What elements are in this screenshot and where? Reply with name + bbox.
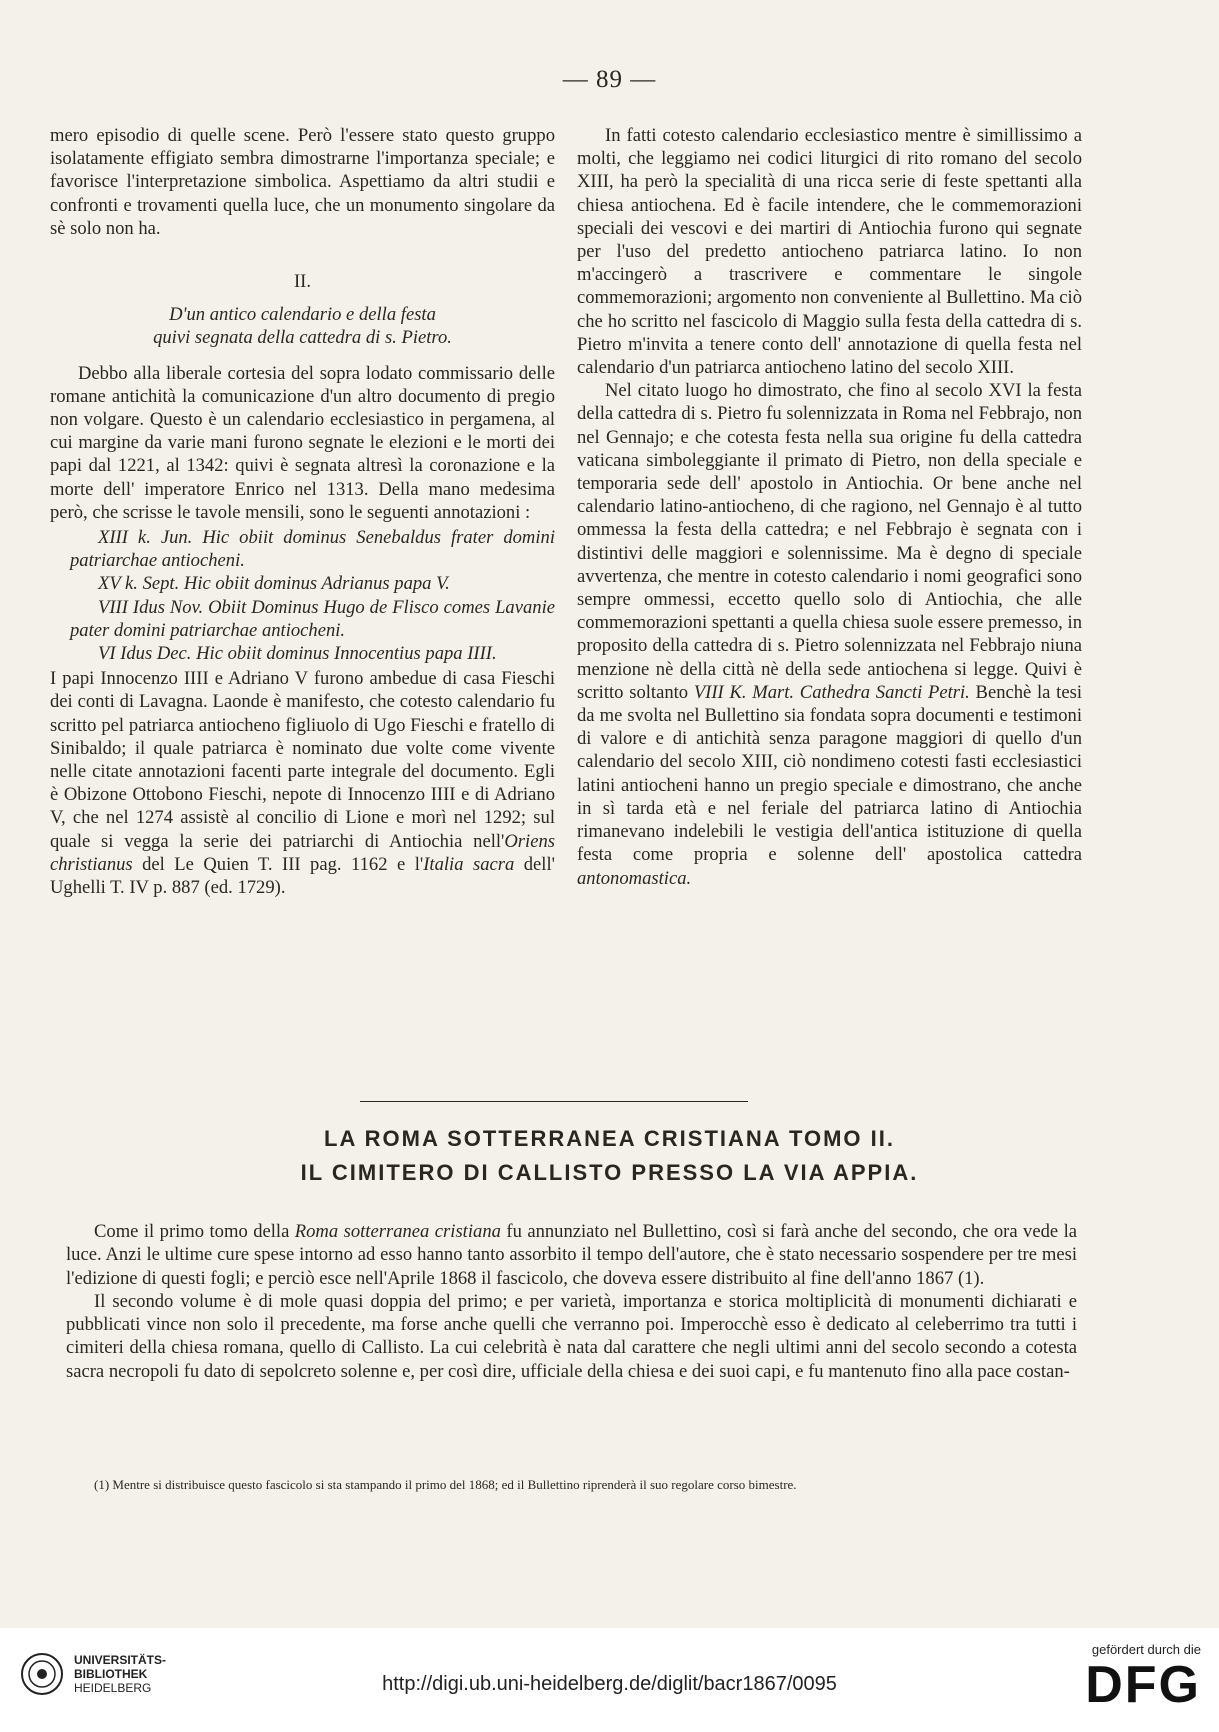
right-paragraph-2 <box>577 379 1082 889</box>
left-column <box>50 124 555 899</box>
source-url-link[interactable]: http://digi.ub.uni-heidelberg.de/diglit/bacr1867/0095 <box>382 1673 837 1695</box>
article-body <box>66 1220 1077 1383</box>
section-title-line-2: quivi segnata della cattedra di s. Pietro. <box>153 327 452 349</box>
library-name-line: HEIDELBERG <box>74 1681 152 1695</box>
text-run: Benchè la tesi da me svolta nel Bullettino sia fondata sopra documenti e testimoni di valore e di antichità senza paragone maggiori di quello d'un calendario del secolo XIII, ciò nondimeno cotesti fasti ecclesiastici latini antiocheni hanno un pregio speciale e dimostrano, che anche in sì tarda età e nel feriale del patriarca latino di Antiochia rimanevano indelebili le vestigia dell'antica istituzione di quella festa come propria e solenne dell' apostolica cattedra <box>577 681 1082 866</box>
text-run: fu annunziato nel Bullettino, così si farà anche del secondo, che ora vede la luce. Anzi le ultime cure spese intorno ad esso hanno tanto assorbito il tempo dell'autore, che è stato necessario sospendere per tre mesi l'edizione di questi fogli; e perciò esce nell'Aprile 1868 il fascicolo, che doveva essere distribuito al fine dell'anno 1867 (1). <box>66 1221 1077 1289</box>
annotation-item: XIII k. Jun. Hic obiit dominus Senebaldus frater domini patriarchae antiocheni. <box>70 527 555 572</box>
section-divider <box>360 1101 748 1102</box>
annotation-item: VIII Idus Nov. Obiit Dominus Hugo de Flisco comes Lavanie pater domini patriarchae antiocheni. <box>70 596 555 641</box>
section-title-line-1: D'un antico calendario e della festa <box>169 304 436 326</box>
text-run: I papi Innocenzo IIII e Adriano V furono ambedue di casa Fieschi dei conti di Lavagna. Laonde è manifesto, che cotesto calendario fu scritto pel patriarca antiocheno figliuolo di Ugo Fieschi e fratello di Sinibaldo; il quale patriarca è nominato due volte come vivente nelle citate annotazioni facenti parte integrale del documento. Egli è Obizone Ottobono Fieschi, nepote di Innocenzo IIII e di Adriano V, che nel 1274 assistè al concilio di Lione e morì nel 1292; sul quale si vegga la serie dei patriarchi di Antiochia nell' <box>50 668 555 852</box>
text-run: del Le Quien T. III pag. 1162 e l' <box>132 853 424 875</box>
body-paragraph-2: Il secondo volume è di mole quasi doppia del primo; e per varietà, importanza e storica moltiplicità di monumenti dichiarati e pubblicati vince non solo il precedente, ma forse anche quelli che verranno poi. Imperocchè esso è dedicato al celeberrimo tra tutti i cimiteri della chiesa romana, quello di Callisto. La cui celebrità è nata dal carattere che negli ultimi anni del secolo secondo a cotesta sacra necropoli fu dato di sepolcreto solenne e, per così dire, ufficiale della chiesa e dei suoi capi, e fu mantenuto fino alla pace costan- <box>66 1290 1077 1382</box>
italic-run: VIII K. Mart. Cathedra Sancti Petri. <box>693 681 970 703</box>
footer-bar <box>0 1628 1219 1732</box>
italic-run: antonomastica. <box>577 867 692 889</box>
annotation-item: XV k. Sept. Hic obiit dominus Adrianus papa V. <box>98 573 450 595</box>
right-column <box>577 124 1082 890</box>
section-number: II. <box>293 271 312 293</box>
library-name-line: UNIVERSITÄTS- <box>74 1653 167 1667</box>
calendar-annotations <box>50 526 555 665</box>
text-run: Come il primo tomo della <box>94 1221 295 1242</box>
italic-run: Oriens christianus <box>50 830 555 875</box>
text-run: Nel citato luogo ho dimostrato, che fino al secolo XVI la festa della cattedra di s. Pietro fu solennizzata in Roma nel Febbrajo, non nel Gennajo; e che cotesta festa nella sua origine fu della cattedra vaticana simboleggiante il primato di Pietro, non della speciale e temporaria sede dell' apostolo in Antiochia. Or bene anche nel calendario latino-antiocheno, di che ragiono, nel Gennajo è al tutto ommessa la festa della cattedra; e nel Febbrajo è segnata con i distintivi delle maggiori e solennissime. Ma è degno di speciale avvertenza, che mentre in cotesto calendario i nomi geografici sono sempre ommessi, eccetto quello solo di Antiochia, che alle commemorazioni spettanti a quella chiesa suole essere premesso, in proposito della cattedra di s. Pietro solennizzata nel Febbrajo niuna menzione nè della città nè della sede antiochena si legge. Quivi è scritto soltanto <box>577 380 1082 703</box>
library-name-line: BIBLIOTHEK <box>74 1667 148 1681</box>
footnote: (1) Mentre si distribuisce questo fascicolo si sta stampando il primo del 1868; ed il Bullettino riprenderà il suo regolare corso bimestre. <box>94 1477 797 1492</box>
italic-run: Roma sotterranea cristiana <box>294 1221 501 1242</box>
italic-run: Italia sacra <box>423 853 515 875</box>
annotation-item: VI Idus Dec. Hic obiit dominus Innocentius papa IIII. <box>98 643 497 665</box>
sponsor-label: gefördert durch die <box>1091 1642 1201 1657</box>
article-heading-line-1: LA ROMA SOTTERRANEA CRISTIANA TOMO II. <box>324 1126 895 1151</box>
sponsor-block <box>1085 1642 1201 1713</box>
article-heading-line-2: IL CIMITERO DI CALLISTO PRESSO LA VIA APPIA. <box>300 1160 919 1185</box>
left-paragraph-3 <box>50 667 555 899</box>
left-paragraph-1: mero episodio di quelle scene. Però l'essere stato questo gruppo isolatamente effigiato sembra dimostrarne l'importanza speciale; e favorisce l'interpretazione simbolica. Aspettiamo da altri studii e confronti e trovamenti quella luce, che un monumento singolare da sè solo non ha. <box>50 125 555 239</box>
dfg-logo[interactable]: DFG <box>1085 1656 1201 1714</box>
page-number: — 89 — <box>562 66 657 93</box>
section-title <box>50 303 555 349</box>
body-paragraph-1 <box>66 1220 1077 1290</box>
right-paragraph-1: In fatti cotesto calendario ecclesiastico mentre è simillissimo a molti, che leggiamo nei codici liturgici di rito romano del secolo XIII, ha però la specialità di una ricca serie di feste spettanti alla chiesa antiochena. Ed è facile intendere, che le commemorazioni speciali dei vescovi e dei martiri di Antiochia furono qui segnate per l'uso del predetto antiocheno patriarca latino. Io non m'accingerò a trascrivere e commentare le singole commemorazioni; argomento non conveniente al Bullettino. Ma ciò che ho scritto nel fascicolo di Maggio sulla festa della cattedra di s. Pietro m'invita a tenere conto dell' annotazione di quella festa nel calendario d'un patriarca antiocheno latino del secolo XIII. <box>577 125 1082 379</box>
left-paragraph-2: Debbo alla liberale cortesia del sopra lodato commissario delle romane antichità la comunicazione d'un altro documento di pregio non volgare. Questo è un calendario ecclesiastico in pergamena, al cui margine da varie mani furono segnate le elezioni e le morti dei papi dal 1221, al 1342: quivi è segnata altresì la coronazione e la morte dell' imperatore Enrico nel 1313. Della mano medesima però, che scrisse le tavole mensili, sono le seguenti annotazioni : <box>50 362 555 523</box>
text-run: dell' Ughelli T. IV p. 887 (ed. 1729). <box>50 853 555 899</box>
